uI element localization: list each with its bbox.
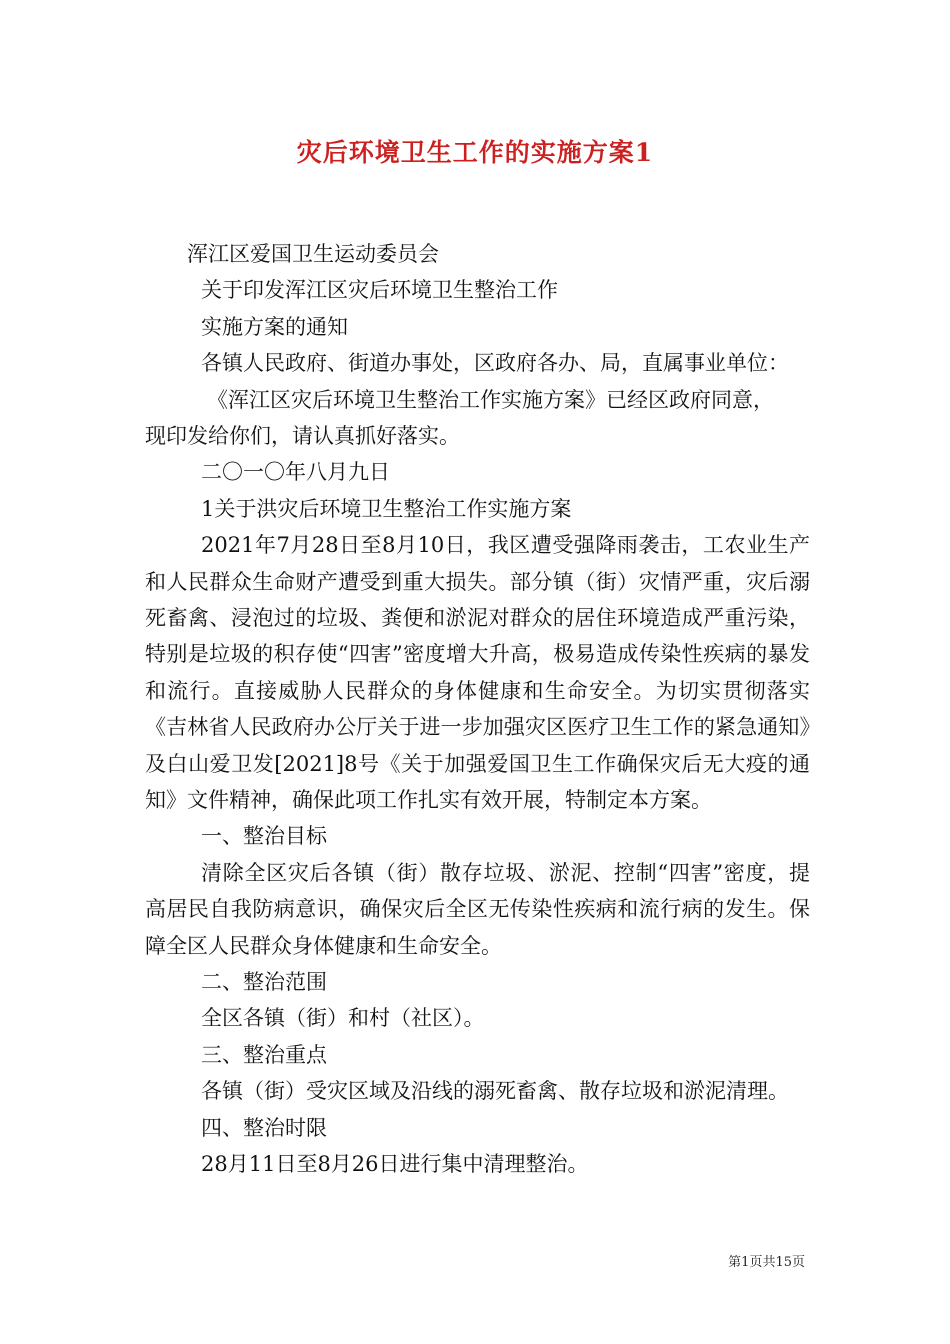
section-heading: 三、整治重点 (201, 1042, 327, 1067)
section-heading: 四、整治时限 (201, 1115, 327, 1140)
notice-date: 二〇一〇年八月九日 (201, 460, 390, 485)
recipients: 各镇人民政府、街道办事处，区政府各办、局，直属事业单位： (201, 351, 789, 376)
document-body (145, 236, 810, 1182)
notice-title-line-2: 实施方案的通知 (201, 314, 348, 339)
section-heading: 二、整治范围 (201, 969, 327, 994)
page-title: 灾后环境卫生工作的实施方案1 (296, 138, 654, 167)
notice-title-line-1: 关于印发浑江区灾后环境卫生整治工作 (201, 278, 558, 303)
page-number: 第1页共15页 (728, 1255, 805, 1270)
intro-line-1: 《浑江区灾后环境卫生整治工作实施方案》已经区政府同意， (207, 387, 774, 412)
section-content: 全区各镇（街）和村（社区）。 (201, 1006, 485, 1031)
intro-line-2: 现印发给你们，请认真抓好落实。 (145, 423, 460, 448)
plan-title: 1关于洪灾后环境卫生整治工作实施方案 (201, 496, 572, 521)
section-heading: 一、整治目标 (201, 824, 327, 849)
section-content: 28月11日至8月26日进行集中清理整治。 (201, 1151, 589, 1176)
issuing-org: 浑江区爱国卫生运动委员会 (187, 242, 439, 266)
section-content: 清除全区灾后各镇（街）散存垃圾、淤泥、控制“四害”密度，提高居民自我防病意识，确保灾后全区无传染性疾病和流行病的发生。保障全区人民群众身体健康和生命安全。 (145, 860, 810, 958)
background-paragraph: 2021年7月28日至8月10日，我区遭受强降雨袭击，工农业生产和人民群众生命财产遭受到重大损失。部分镇（街）灾情严重，灾后溺死畜禽、浸泡过的垃圾、粪便和淤泥对群众的居住环境造成严重污染，特别是垃圾的积存使“四害”密度增大升高，极易造成传染性疾病的暴发和流行。直接威胁人民群众的身体健康和生命安全。为切实贯彻落实《吉林省人民政府办公厅关于进一步加强灾区医疗卫生工作的紧急通知》及白山爱卫发[2021]8号《关于加强爱国卫生工作确保灾后无大疫的通知》文件精神，确保此项工作扎实有效开展，特制定本方案。 (145, 533, 810, 812)
section-content: 各镇（街）受灾区域及沿线的溺死畜禽、散存垃圾和淤泥清理。 (201, 1079, 789, 1104)
